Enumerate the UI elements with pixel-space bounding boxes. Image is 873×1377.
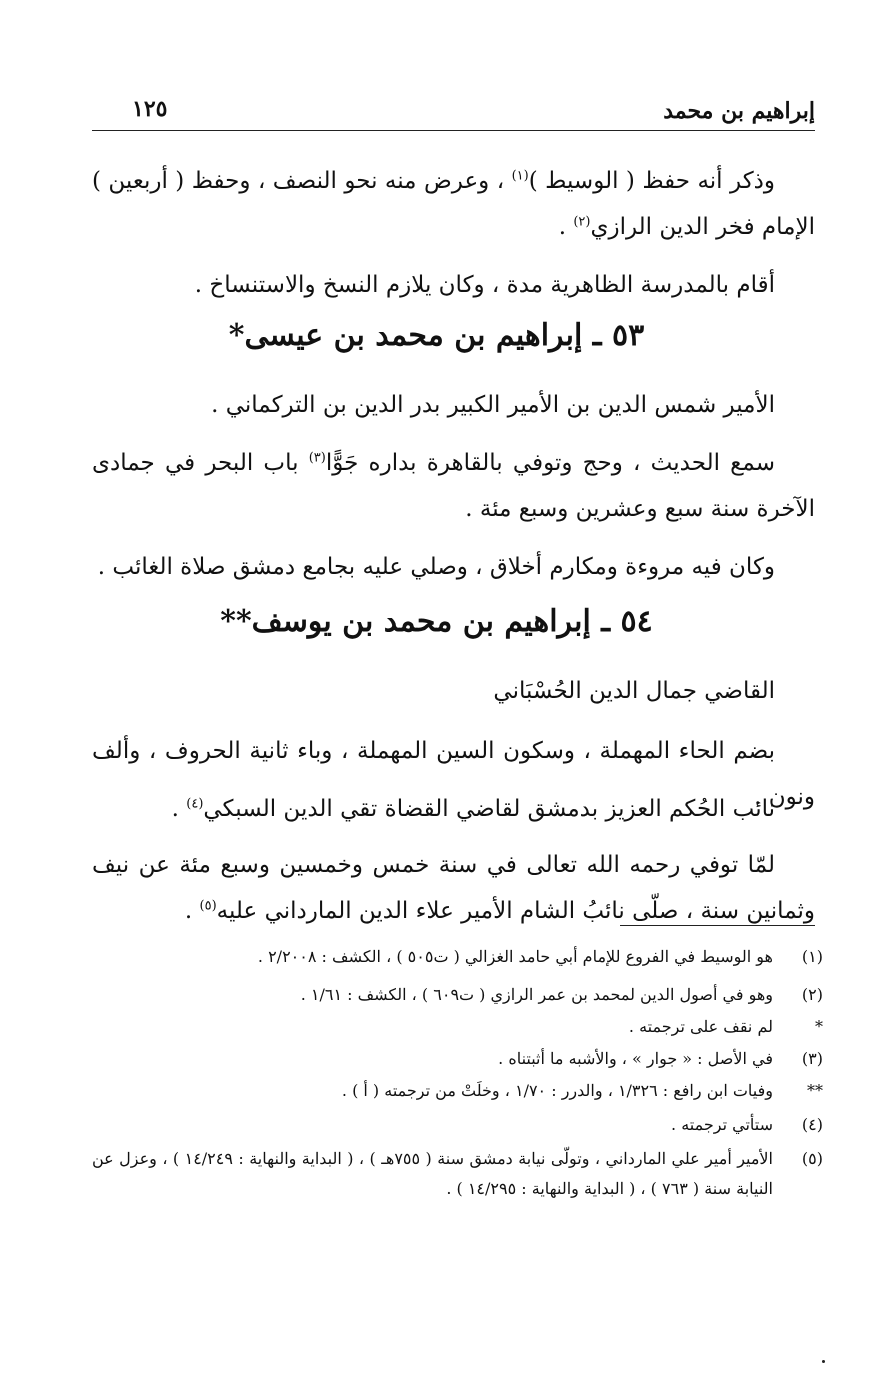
paragraph-5: وكان فيه مروءة ومكارم أخلاق ، وصلي عليه بجامع دمشق صلاة الغائب .	[97, 554, 775, 580]
entry-heading-53: ٥٣ ـ إبراهيم بن محمد بن عيسى*	[228, 318, 645, 353]
entry-heading-54: ٥٤ ـ إبراهيم بن محمد بن يوسف**	[220, 604, 653, 639]
paragraph-8: نائب الحُكم العزيز بدمشق لقاضي القضاة تقي الدين السبكي$^{(٤)}$ .	[171, 796, 775, 822]
footnote-mark: (١)	[801, 947, 823, 966]
footnote-mark: *	[815, 1017, 823, 1036]
footnote-double-star	[92, 1076, 823, 1106]
paragraph-9: لمّا توفي رحمه الله تعالى في سنة خمس وخمسين وسبع مئة عن نيف وثمانين سنة ، صلّى نائبُ الشام الأمير علاء الدين المارداني عليه$^{(٥)}$ .	[92, 852, 815, 924]
footnote-text: ستأتي ترجمته .	[671, 1115, 773, 1134]
footnote-ref-2: (٢)	[573, 214, 591, 230]
paragraph-3: الأمير شمس الدين بن الأمير الكبير بدر الدين بن التركماني .	[211, 392, 775, 418]
footnote-mark: (٢)	[801, 985, 823, 1004]
footnote-2	[92, 980, 823, 1010]
footnote-ref-5: (٥)	[199, 898, 217, 914]
page-number: ١٢٥	[132, 96, 168, 122]
footnote-text: الأمير أمير علي المارداني ، وتولّى نيابة دمشق سنة ( ٧٥٥هـ ) ، ( البداية والنهاية : ١٤/٢٤٩ ) ، وعزل عن النيابة سنة ( ٧٦٣ ) ، ( البداية والنهاية : ١٤/٢٩٥ ) .	[92, 1149, 773, 1198]
paragraph-2: أقام بالمدرسة الظاهرية مدة ، وكان يلازم النسخ والاستنساخ .	[194, 272, 775, 298]
footnote-text: وفيات ابن رافع : ١/٣٢٦ ، والدرر : ١/٧٠ ، وخلَتْ من ترجمته ( أ ) .	[341, 1081, 773, 1100]
page-header	[92, 96, 815, 131]
footnote-separator	[620, 925, 815, 926]
footnote-mark: **	[807, 1081, 823, 1100]
footnote-3	[92, 1044, 823, 1074]
footnote-4	[92, 1110, 823, 1140]
paragraph-1: وذكر أنه حفظ ( الوسيط )$^{(١)}$ ، وعرض منه نحو النصف ، وحفظ ( أربعين ) الإمام فخر الدين الرازي$^{(٢)}$ .	[92, 168, 815, 240]
footnote-5	[92, 1144, 823, 1204]
page-speck	[822, 1360, 825, 1363]
footnote-text: هو الوسيط في الفروع للإمام أبي حامد الغزالي ( ت٥٠٥ ) ، الكشف : ٢/٢٠٠٨ .	[257, 947, 773, 966]
footnote-text: في الأصل : « جوار » ، والأشبه ما أثبتناه .	[498, 1049, 773, 1068]
footnote-mark: (٤)	[801, 1115, 823, 1134]
footnote-text: لم نقف على ترجمته .	[628, 1017, 773, 1036]
footnote-mark: (٣)	[801, 1049, 823, 1068]
footnote-ref-3: (٣)	[308, 450, 326, 466]
paragraph-7: بضم الحاء المهملة ، وسكون السين المهملة ، وباء ثانية الحروف ، وألف ونون .	[92, 738, 815, 810]
footnote-mark: (٥)	[801, 1149, 823, 1168]
footnote-star	[92, 1012, 823, 1042]
footnote-1	[92, 942, 823, 972]
paragraph-4: سمع الحديث ، وحج وتوفي بالقاهرة بداره جَوًّا$^{(٣)}$ باب البحر في جمادى الآخرة سنة سبع وعشرين وسبع مئة .	[92, 450, 815, 522]
footnote-text: وهو في أصول الدين لمحمد بن عمر الرازي ( ت٦٠٩ ) ، الكشف : ١/٦١ .	[300, 985, 773, 1004]
footnote-ref-4: (٤)	[186, 796, 204, 812]
running-title: إبراهيم بن محمد	[663, 98, 815, 124]
footnote-ref-1: (١)	[511, 168, 529, 184]
paragraph-6: القاضي جمال الدين الحُسْبَاني	[493, 678, 775, 704]
